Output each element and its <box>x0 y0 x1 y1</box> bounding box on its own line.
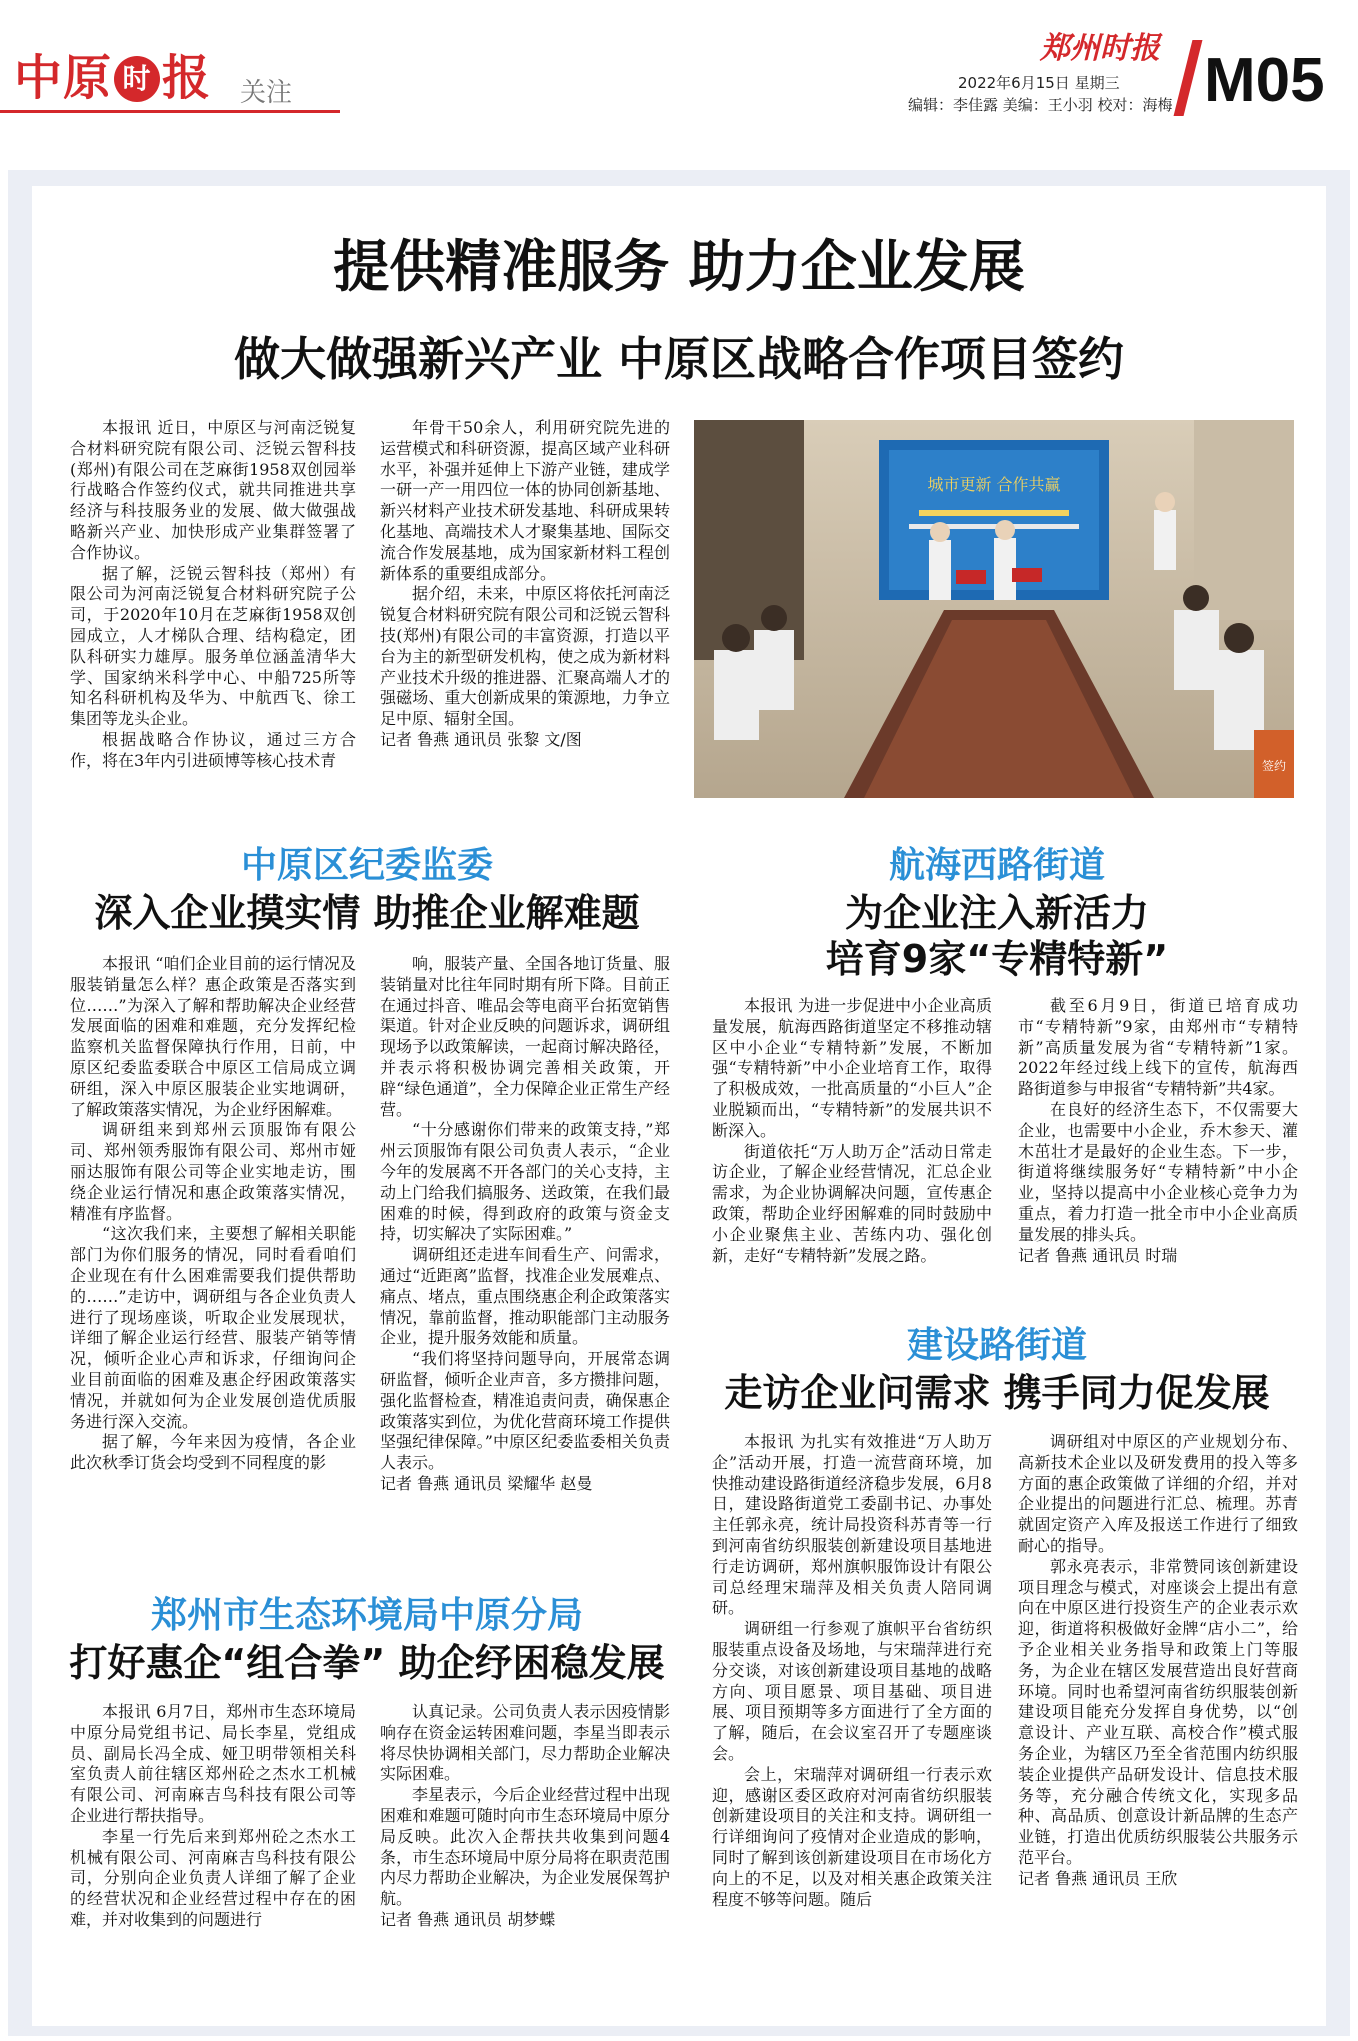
shengtai-kicker: 郑州市生态环境局中原分局 <box>150 1595 583 1636</box>
paragraph: 据介绍，未来，中原区将依托河南泛锐复合材料研究院有限公司和泛锐云智科技(郑州)有限公司的丰富资源，打造以平台为主的新型研发机构，使之成为新材料产业技术升级的推进器、汇聚高端人才的强磁场、重大创新成果的策源地，力争立足中原、辐射全国。 <box>380 584 670 729</box>
byline: 记者 鲁燕 通讯员 张黎 文/图 <box>380 729 582 749</box>
shengtai-column-2 <box>380 1702 670 1931</box>
shengtai-headline: 打好惠企“组合拳” 助企纾困稳发展 <box>69 1641 665 1685</box>
hanghai-kicker: 航海西路街道 <box>888 845 1105 886</box>
section-label: 关注 <box>240 78 293 108</box>
lead-column-1 <box>70 418 356 772</box>
jiwei-kicker: 中原区纪委监委 <box>240 845 493 886</box>
editor-credits: 编辑：李佳露 美编：王小羽 校对：海梅 <box>908 96 1173 114</box>
hanghai-column-1 <box>712 996 992 1266</box>
paragraph: 调研组还走进车间看生产、问需求，通过“近距离”监督，找准企业发展难点、痛点、堵点，重点围绕惠企利企政策落实情况，靠前监督，推动职能部门主动服务企业，提升服务效能和质量。 <box>380 1245 670 1348</box>
jiwei-column-2 <box>380 954 670 1495</box>
hanghai-headline-1: 为企业注入新活力 <box>844 891 1149 935</box>
jiwei-headline: 深入企业摸实情 助推企业解难题 <box>94 891 640 935</box>
paragraph: 本报讯 为进一步促进中小企业高质量发展，航海西路街道坚定不移推动辖区中小企业“专精特新”发展，不断加强“专精特新”中小企业培育工作，取得了积极成效，一批高质量的“小巨人”企业脱颖而出，“专精特新”的发展共识不断深入。 <box>712 996 992 1140</box>
jianshe-column-2 <box>1018 1432 1298 1890</box>
paragraph: 认真记录。公司负责人表示因疫情影响存在资金运转困难问题，李星当即表示将尽快协调相关部门，尽力帮助企业解决实际困难。 <box>380 1702 670 1784</box>
paragraph: 截至6月9日，街道已培育成功市“专精特新”9家，由郑州市“专精特新”高质量发展为省“专精特新”1家。2022年经过线上线下的宣传，航海西路街道参与申报省“专精特新”共4家。 <box>1018 996 1298 1099</box>
lead-subhead: 做大做强新兴产业 中原区战略合作项目签约 <box>233 332 1124 386</box>
hanghai-column-2 <box>1018 996 1298 1266</box>
jiwei-column-1 <box>70 954 356 1474</box>
paragraph: 调研组对中原区的产业规划分布、高新技术企业以及研发费用的投入等多方面的惠企政策做了详细的介绍，并对企业提出的问题进行汇总、梳理。苏青就固定资产入库及报送工作进行了细致耐心的指导。 <box>1018 1432 1298 1555</box>
page-number: M05 <box>1204 46 1325 115</box>
paragraph: 调研组一行参观了旗帜平台省纺织服装重点设备及场地，与宋瑞萍进行充分交谈，对该创新建设项目基地的战略方向、项目愿景、项目基础、项目进展、项目预期等多方面进行了全方面的了解，随后，在会议室召开了专题座谈会。 <box>712 1619 992 1763</box>
paragraph: 本报讯 为扎实有效推进“万人助万企”活动开展，打造一流营商环境，加快推动建设路街道经济稳步发展，6月8日，建设路街道党工委副书记、办事处主任郭永亮，统计局投资科苏青等一行到河南省纺织服装创新建设项目基地进行走访调研，郑州旗帜服饰设计有限公司总经理宋瑞萍及相关负责人陪同调研。 <box>712 1432 992 1618</box>
photo-banner-text: 城市更新 合作共赢 <box>927 475 1061 494</box>
paragraph: 郭永亮表示，非常赞同该创新建设项目理念与模式，对座谈会上提出有意向在中原区进行投资生产的企业表示欢迎，街道将积极做好金牌“店小二”，给予企业相关业务指导和政策上门等服务，为企业在辖区发展营造出良好营商环境。同时也希望河南省纺织服装创新建设项目能充分发挥自身优势，以“创意设计、产业互联、高校合作”模式服务企业，为辖区乃至全省范围内纺织服装企业提供产品研发设计、信息技术服务等，充分融合传统文化，实现多品种、高品质、创意设计新品牌的生态产业链，打造出优质纺织服装公共服务示范平台。 <box>1018 1556 1298 1867</box>
lead-headline: 提供精准服务 助力企业发展 <box>333 235 1025 300</box>
signing-ceremony-photo <box>694 420 1294 798</box>
paragraph: 李星一行先后来到郑州砼之杰水工机械有限公司、河南麻吉鸟科技有限公司，分别向企业负责人详细了解了企业的经营状况和企业经营过程中存在的困难，并对收集到的问题进行 <box>70 1826 356 1929</box>
paragraph: 在良好的经济生态下，不仅需要大企业，也需要中小企业，乔木参天、灌木茁壮才是最好的企业生态。下一步，街道将继续服务好“专精特新”中小企业，坚持以提高中小企业核心竞争力为重点，着力打造一批全市中小企业高质量发展的排头兵。 <box>1018 1099 1298 1244</box>
lead-column-2 <box>380 418 670 751</box>
paragraph: 年骨干50余人，利用研究院先进的运营模式和科研资源，提高区域产业科研水平，补强并延伸上下游产业链，建成学一研一产一用四位一体的协同创新基地、新兴材料产业技术研发基地、科研成果转化基地、高端技术人才聚集基地、国际交流合作发展基地，成为国家新材料工程创新体系的重要组成部分。 <box>380 418 670 583</box>
paragraph: “我们将坚持问题导向，开展常态调研监督，倾听企业声音，多方攒排问题，强化监督检查，精准追责问责，确保惠企政策落实到位，为优化营商环境工作提供坚强纪律保障。”中原区纪委监委相关负责人表示。 <box>380 1349 670 1473</box>
page-slash-mark <box>1174 40 1203 116</box>
paragraph: 根据战略合作协议，通过三方合作，将在3年内引进硕博等核心技术青 <box>70 729 356 770</box>
issue-date: 2022年6月15日 星期三 <box>958 74 1120 92</box>
paragraph: “十分感谢你们带来的政策支持，”郑州云顶服饰有限公司负责人表示，“企业今年的发展离不开各部门的关心支持，主动上门给我们搞服务、送政策，在我们最困难的时候，得到政府的政策与资金支持，切实解决了实际困难。” <box>380 1120 670 1244</box>
photo-corner-tag: 签约 <box>1261 759 1287 773</box>
paragraph: 李星表示，今后企业经营过程中出现困难和难题可随时向市生态环境局中原分局反映。此次入企帮扶共收集到问题4条，市生态环境局中原分局将在职责范围内尽力帮助企业解决，为企业发展保驾护航。 <box>380 1785 670 1909</box>
paragraph: 据了解，泛锐云智科技（郑州）有限公司为河南泛锐复合材料研究院子公司，于2020年10月在芝麻街1958双创园成立，人才梯队合理、结构稳定，团队科研实力雄厚。服务单位涵盖清华大学、国家纳米科学中心、中船725所等知名科研机构及华为、中航西飞、徐工集团等龙头企业。 <box>70 563 356 729</box>
paragraph: 本报讯 “咱们企业目前的运行情况及服装销量怎么样？惠企政策是否落实到位……”为深入了解和帮助解决企业经营发展面临的困难和难题，充分发挥纪检监察机关监督保障执行作用，日前，中原区纪委监委联合中原区工信局成立调研组，深入中原区服装企业实地调研，了解政策落实情况，为企业纾困解难。 <box>70 954 356 1119</box>
jianshe-kicker: 建设路街道 <box>906 1325 1087 1366</box>
paragraph: 据了解，今年来因为疫情，各企业此次秋季订货会均受到不同程度的影 <box>70 1432 356 1473</box>
byline: 记者 鲁燕 通讯员 梁耀华 赵曼 <box>380 1473 593 1493</box>
paragraph: 响，服装产量、全国各地订货量、服装销量对比往年同时期有所下降。目前正在通过抖音、唯品会等电商平台拓宽销售渠道。针对企业反映的问题诉求，调研组现场予以政策解读，一起商讨解决路径，并表示将积极协调完善相关政策，开辟“绿色通道”，全力保障企业正常生产经营。 <box>380 954 670 1119</box>
byline: 记者 鲁燕 通讯员 时瑞 <box>1018 1245 1178 1265</box>
paragraph: “这次我们来，主要想了解相关职能部门为你们服务的情况，同时看看咱们企业现在有什么困难需要我们提供帮助的……”走访中，调研组与各企业负责人进行了现场座谈，听取企业发展现状，详细了解企业运行经营、服装产销等情况，倾听企业心声和诉求，仔细询问企业目前面临的困难及惠企纾困政策落实情况，并就如何为企业发展创造优质服务进行深入交流。 <box>70 1224 356 1431</box>
hanghai-headline-2: 培育9家“专精特新” <box>825 937 1169 981</box>
masthead-brand: 中原 时 报 <box>14 50 212 106</box>
paragraph: 街道依托“万人助万企”活动日常走访企业，了解企业经营情况，汇总企业需求，为企业协调解决问题，宣传惠企政策，帮助企业纾困解难的同时鼓励中小企业聚焦主业、苦练内功、强化创新，走好“专精特新”发展之路。 <box>712 1141 992 1265</box>
jianshe-column-1 <box>712 1432 992 1910</box>
brand-badge: 时 <box>114 56 160 102</box>
masthead-logo: 郑州时报 <box>1040 31 1160 66</box>
byline: 记者 鲁燕 通讯员 胡梦蝶 <box>380 1909 556 1929</box>
paragraph: 本报讯 6月7日，郑州市生态环境局中原分局党组书记、局长李星，党组成员、副局长冯全成、娅卫明带领相关科室负责人前往辖区郑州砼之杰水工机械有限公司、河南麻吉鸟科技有限公司等企业进行帮扶指导。 <box>70 1702 356 1825</box>
paragraph: 本报讯 近日，中原区与河南泛锐复合材料研究院有限公司、泛锐云智科技(郑州)有限公司在芝麻街1958双创园举行战略合作签约仪式，就共同推进共享经济与科技服务业的发展、做大做强战略新兴产业、加快形成产业集群签署了合作协议。 <box>70 418 356 562</box>
paragraph: 会上，宋瑞萍对调研组一行表示欢迎，感谢区委区政府对河南省纺织服装创新建设项目的关注和支持。调研组一行详细询问了疫情对企业造成的影响，同时了解到该创新建设项目在市场化方向上的不足，以及对相关惠企政策关注程度不够等问题。随后 <box>712 1764 992 1909</box>
jianshe-headline: 走访企业问需求 携手同力促发展 <box>724 1371 1270 1415</box>
paragraph: 调研组来到郑州云顶服饰有限公司、郑州领秀服饰有限公司、郑州市娅丽达服饰有限公司等企业实地走访，围绕企业运行情况和惠企政策落实情况，精准有序监督。 <box>70 1120 356 1223</box>
masthead-rule <box>0 110 340 113</box>
shengtai-column-1 <box>70 1702 356 1931</box>
byline: 记者 鲁燕 通讯员 王欣 <box>1018 1868 1178 1888</box>
